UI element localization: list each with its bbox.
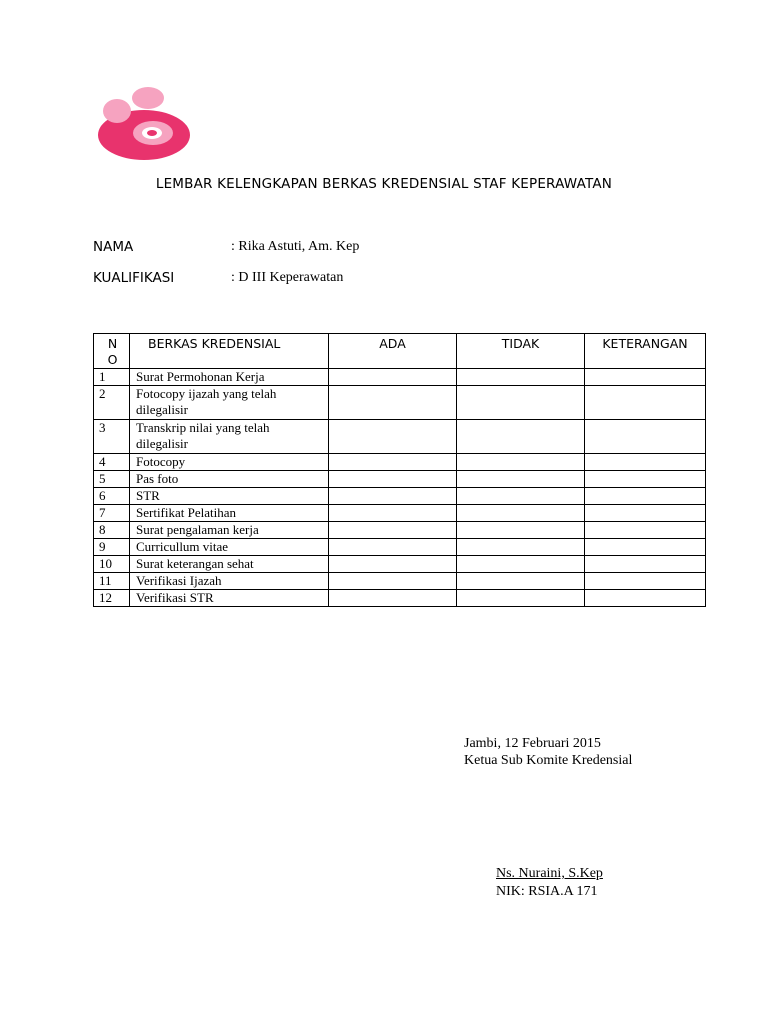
row-keterangan-cell[interactable]: [585, 369, 706, 386]
header-no: NO: [94, 334, 130, 369]
row-tidak-cell[interactable]: [457, 454, 585, 471]
row-tidak-cell[interactable]: [457, 539, 585, 556]
row-tidak-cell[interactable]: [457, 505, 585, 522]
document-title: LEMBAR KELENGKAPAN BERKAS KREDENSIAL STAF KEPERAWATAN: [155, 176, 613, 192]
row-keterangan-cell[interactable]: [585, 420, 706, 454]
row-keterangan-cell[interactable]: [585, 488, 706, 505]
table-row: [94, 556, 706, 573]
table-row: [94, 505, 706, 522]
table-row: [94, 454, 706, 471]
row-berkas: Surat pengalaman kerja: [130, 522, 329, 539]
row-no: 8: [94, 522, 130, 539]
row-ada-cell[interactable]: [329, 369, 457, 386]
table-row: [94, 369, 706, 386]
row-ada-cell[interactable]: [329, 573, 457, 590]
table-row: [94, 386, 706, 420]
row-no: 11: [94, 573, 130, 590]
row-ada-cell[interactable]: [329, 590, 457, 607]
row-keterangan-cell[interactable]: [585, 522, 706, 539]
row-tidak-cell[interactable]: [457, 488, 585, 505]
kualifikasi-label: KUALIFIKASI: [93, 270, 175, 286]
row-no: 12: [94, 590, 130, 607]
row-keterangan-cell[interactable]: [585, 505, 706, 522]
row-no: 6: [94, 488, 130, 505]
row-keterangan-cell[interactable]: [585, 386, 706, 420]
kualifikasi-value: : D III Keperawatan: [231, 270, 344, 285]
row-tidak-cell[interactable]: [457, 420, 585, 454]
header-keterangan: KETERANGAN: [585, 334, 706, 369]
row-keterangan-cell[interactable]: [585, 590, 706, 607]
row-tidak-cell[interactable]: [457, 386, 585, 420]
signature-name: Ns. Nuraini, S.Kep: [496, 866, 603, 881]
row-tidak-cell[interactable]: [457, 556, 585, 573]
row-berkas: Fotocopy ijazah yang telah dilegalisir: [130, 386, 329, 420]
row-ada-cell[interactable]: [329, 488, 457, 505]
row-ada-cell[interactable]: [329, 556, 457, 573]
table-row: [94, 522, 706, 539]
row-no: 1: [94, 369, 130, 386]
row-tidak-cell[interactable]: [457, 369, 585, 386]
header-ada: ADA: [329, 334, 457, 369]
row-tidak-cell[interactable]: [457, 590, 585, 607]
row-berkas: Transkrip nilai yang telah dilegalisir: [130, 420, 329, 454]
nama-label: NAMA: [93, 239, 134, 255]
row-keterangan-cell[interactable]: [585, 556, 706, 573]
row-no: 3: [94, 420, 130, 454]
row-keterangan-cell[interactable]: [585, 471, 706, 488]
signature-nik: NIK: RSIA.A 171: [496, 884, 598, 899]
row-berkas: Verifikasi STR: [130, 590, 329, 607]
row-ada-cell[interactable]: [329, 505, 457, 522]
row-no: 5: [94, 471, 130, 488]
row-ada-cell[interactable]: [329, 522, 457, 539]
signature-position: Ketua Sub Komite Kredensial: [464, 753, 633, 768]
row-ada-cell[interactable]: [329, 420, 457, 454]
row-berkas: Verifikasi Ijazah: [130, 573, 329, 590]
row-no: 7: [94, 505, 130, 522]
row-ada-cell[interactable]: [329, 386, 457, 420]
row-berkas: STR: [130, 488, 329, 505]
nama-value: : Rika Astuti, Am. Kep: [231, 239, 360, 254]
credential-table: [93, 333, 706, 607]
table-row: [94, 573, 706, 590]
table-header-row: [94, 334, 706, 369]
header-berkas: BERKAS KREDENSIAL: [130, 334, 329, 369]
row-no: 2: [94, 386, 130, 420]
table-row: [94, 471, 706, 488]
table-row: [94, 590, 706, 607]
row-keterangan-cell[interactable]: [585, 454, 706, 471]
table-row: [94, 488, 706, 505]
hospital-logo-icon: [96, 86, 192, 162]
signature-place-date: Jambi, 12 Februari 2015: [464, 736, 601, 751]
row-berkas: Fotocopy: [130, 454, 329, 471]
row-ada-cell[interactable]: [329, 454, 457, 471]
row-berkas: Pas foto: [130, 471, 329, 488]
row-no: 4: [94, 454, 130, 471]
row-no: 10: [94, 556, 130, 573]
row-ada-cell[interactable]: [329, 539, 457, 556]
row-berkas: Curricullum vitae: [130, 539, 329, 556]
row-tidak-cell[interactable]: [457, 471, 585, 488]
table-row: [94, 539, 706, 556]
row-keterangan-cell[interactable]: [585, 573, 706, 590]
row-tidak-cell[interactable]: [457, 522, 585, 539]
row-berkas: Surat keterangan sehat: [130, 556, 329, 573]
table-row: [94, 420, 706, 454]
row-tidak-cell[interactable]: [457, 573, 585, 590]
row-berkas: Sertifikat Pelatihan: [130, 505, 329, 522]
header-tidak: TIDAK: [457, 334, 585, 369]
row-no: 9: [94, 539, 130, 556]
row-keterangan-cell[interactable]: [585, 539, 706, 556]
row-ada-cell[interactable]: [329, 471, 457, 488]
row-berkas: Surat Permohonan Kerja: [130, 369, 329, 386]
